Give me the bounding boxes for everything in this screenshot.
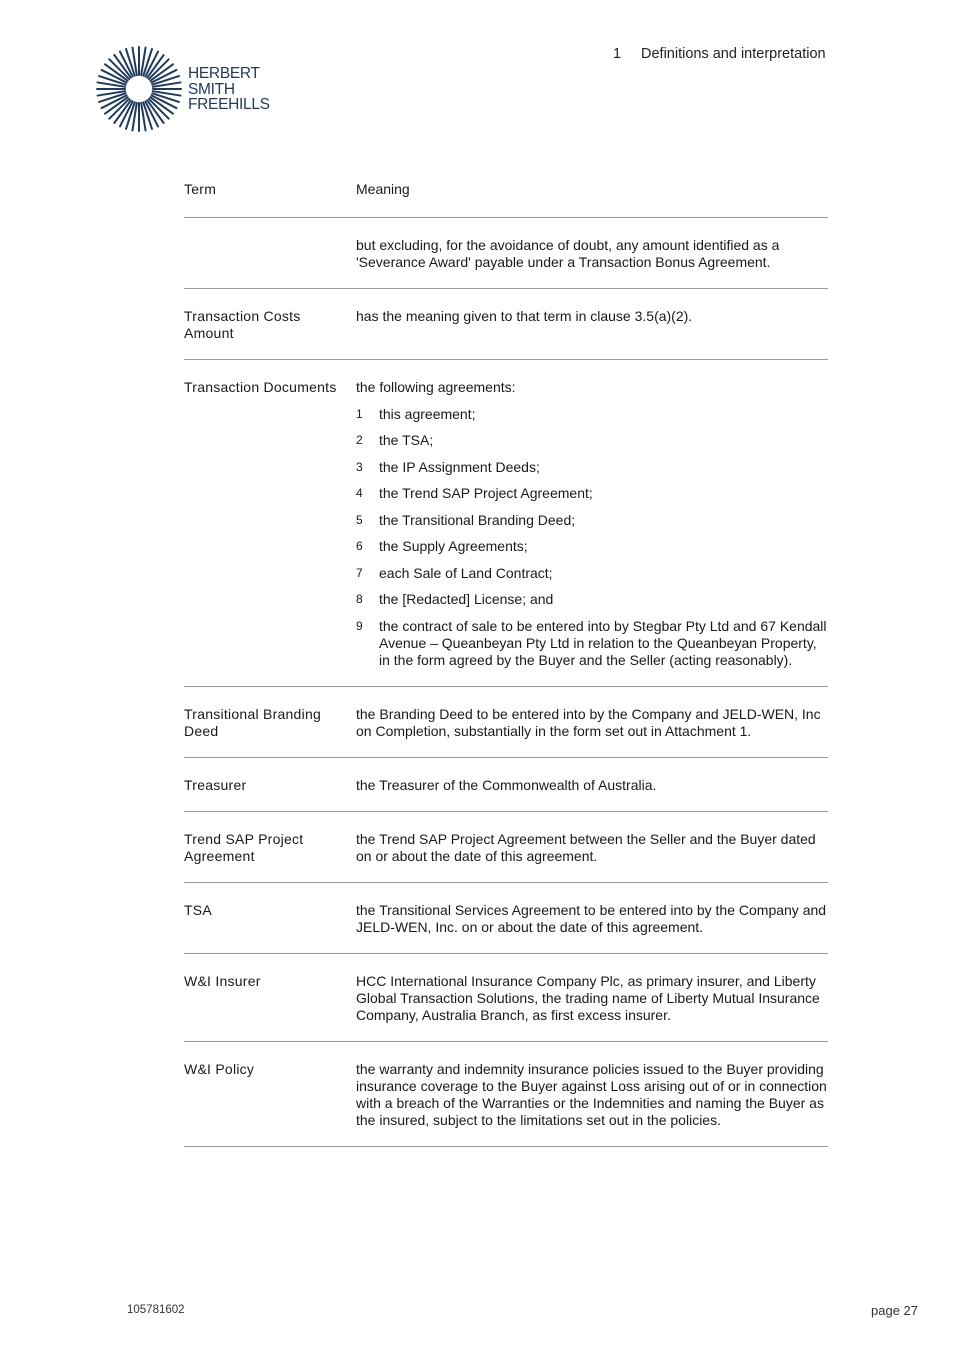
meaning-intro: the following agreements: [356,379,516,395]
list-number: 3 [356,459,363,474]
list-text: the Supply Agreements; [379,538,528,554]
table-row [184,687,828,758]
table-row [184,812,828,883]
table-row [184,360,828,687]
list-item [356,406,828,423]
meaning-cell: the Branding Deed to be entered into by the Company and JELD-WEN, Inc on Completion, substantially in the form set out in Attachment 1. [356,705,821,739]
term-cell: Transaction Costs Amount [184,308,301,341]
section-title: Definitions and interpretation [641,46,826,62]
list-number: 2 [356,433,363,447]
firm-logo [96,46,276,136]
meaning-cell: the Trend SAP Project Agreement between the Seller and the Buyer dated on or about the date of this agreement. [356,830,816,864]
list-text: the TSA; [379,432,434,448]
list-number: 6 [356,539,363,553]
term-cell: Transaction Documents [184,379,337,395]
list-number: 1 [356,406,363,421]
logo-line-3: FREEHILLS [188,96,270,113]
list-item [356,459,828,476]
meaning-cell: has the meaning given to that term in clause 3.5(a)(2). [356,308,693,324]
list-text: the contract of sale to be entered into by Stegbar Pty Ltd and 67 Kendall Avenue – Queanbeyan Pty Ltd in relation to the Queanbeyan Property, in the form agreed by the Buyer and the Seller (acting reasonably). [379,617,827,668]
logo-line-2: SMITH [188,80,235,98]
list-item [356,485,828,502]
table-row [184,1042,828,1147]
list-item [356,538,828,555]
list-item [356,618,828,669]
list-item [356,565,828,582]
header-meaning: Meaning [356,181,410,197]
list-number: 9 [356,618,363,633]
definitions-table [184,164,828,1147]
list-text: the [Redacted] License; and [379,591,554,607]
term-cell [184,237,356,271]
term-cell: Treasurer [184,776,247,793]
term-cell: W&I Insurer [184,972,261,989]
list-text: each Sale of Land Contract; [379,564,553,581]
term-cell: TSA [184,901,212,918]
list-number: 8 [356,592,363,606]
list-text: the Trend SAP Project Agreement; [379,485,593,501]
list-number: 7 [356,565,363,580]
section-number: 1 [613,46,622,62]
logo-wordmark [188,66,270,113]
term-cell: Trend SAP Project Agreement [184,830,304,864]
meaning-cell: but excluding, for the avoidance of doubt, any amount identified as a 'Severance Award' payable under a Transaction Bonus Agreement. [356,237,780,270]
table-row [184,289,828,360]
meaning-cell [356,379,828,669]
table-row [184,758,828,812]
document-number: 105781602 [127,1304,185,1316]
page-number: page 27 [871,1303,918,1318]
meaning-cell: the Transitional Services Agreement to be entered into by the Company and JELD-WEN, Inc. on or about the date of this agreement. [356,901,827,935]
list-text: the IP Assignment Deeds; [379,458,540,475]
list-item [356,591,828,608]
list-item [356,432,828,449]
meaning-cell: HCC International Insurance Company Plc, as primary insurer, and Liberty Global Transaction Solutions, the trading name of Liberty Mutual Insurance Company, Australia Branch, as first excess insurer. [356,972,820,1023]
term-cell: Transitional Branding Deed [184,705,322,739]
table-row [184,954,828,1042]
meaning-cell: the Treasurer of the Commonwealth of Australia. [356,776,657,793]
table-header-row [184,164,828,218]
running-header [613,46,826,62]
term-cell: W&I Policy [184,1060,255,1077]
list-text: the Transitional Branding Deed; [379,511,576,528]
agreements-list [356,406,828,669]
list-number: 4 [356,486,363,500]
table-row [184,218,828,289]
header-term: Term [184,181,217,197]
table-row [184,883,828,954]
list-number: 5 [356,512,363,527]
logo-line-1: HERBERT [188,65,260,82]
sunburst-logo-icon [96,46,182,132]
list-text: this agreement; [379,405,476,422]
meaning-cell: the warranty and indemnity insurance policies issued to the Buyer providing insurance coverage to the Buyer against Loss arising out of or in connection with a breach of the Warranties or the Indemnities and naming the Buyer as the insured, subject to the limitations set out in the policies. [356,1060,827,1128]
list-item [356,512,828,529]
